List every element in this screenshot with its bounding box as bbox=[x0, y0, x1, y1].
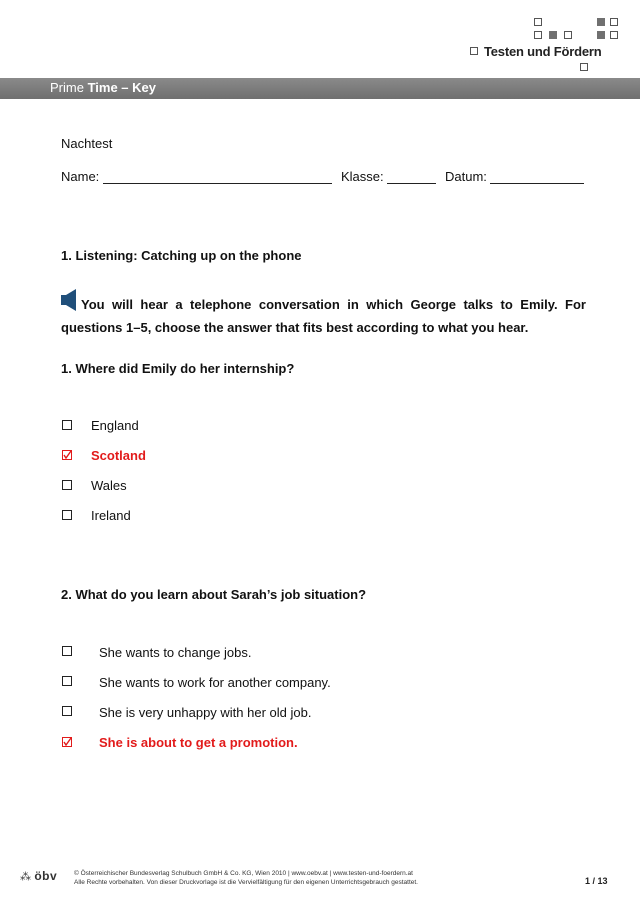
copyright-line-2: Alle Rechte vorbehalten. Von dieser Druckvorlage ist die Vervielfältigung für den eigenen Unterrichtsgebrauch gestattet. bbox=[74, 879, 418, 886]
section-heading: 1. Listening: Catching up on the phone bbox=[61, 248, 302, 263]
checkmark-icon bbox=[62, 737, 72, 747]
name-field[interactable] bbox=[103, 183, 332, 184]
checkmark-icon bbox=[62, 450, 72, 460]
name-label: Name: bbox=[61, 169, 100, 184]
option-label: England bbox=[91, 418, 139, 433]
question-2: 2. What do you learn about Sarah’s job situation? bbox=[61, 587, 367, 602]
instructions: You will hear a telephone conversation in which George talks to Emily. For questions 1–5, choose the answer that fits best according to what you hear. bbox=[61, 297, 586, 335]
option-label-correct: She is about to get a promotion. bbox=[99, 735, 298, 750]
class-label: Klasse: bbox=[341, 169, 384, 184]
option-label: She is very unhappy with her old job. bbox=[99, 705, 312, 720]
header-title: Prime Time – Key bbox=[50, 80, 156, 95]
checkbox[interactable] bbox=[62, 480, 72, 490]
publisher-logo: ⁂ öbv bbox=[20, 869, 58, 883]
date-field[interactable] bbox=[490, 183, 584, 184]
option-label: She wants to work for another company. bbox=[99, 675, 331, 690]
checkbox-checked[interactable] bbox=[62, 450, 72, 460]
copyright-line-1: © Österreichischer Bundesverlag Schulbuch GmbH & Co. KG, Wien 2010 | www.oebv.at | www.testen-und-foerdern.at bbox=[74, 870, 413, 877]
option-label-correct: Scotland bbox=[91, 448, 146, 463]
checkbox-checked[interactable] bbox=[62, 737, 72, 747]
question-1: 1. Where did Emily do her internship? bbox=[61, 361, 295, 376]
checkbox[interactable] bbox=[62, 420, 72, 430]
checkbox[interactable] bbox=[62, 646, 72, 656]
option-label: Wales bbox=[91, 478, 127, 493]
option-label: She wants to change jobs. bbox=[99, 645, 252, 660]
brand-name: Testen und Fördern bbox=[484, 44, 602, 59]
checkbox[interactable] bbox=[62, 510, 72, 520]
checkbox[interactable] bbox=[62, 706, 72, 716]
option-label: Ireland bbox=[91, 508, 131, 523]
test-type-label: Nachtest bbox=[61, 136, 113, 151]
header-band bbox=[0, 78, 640, 99]
class-field[interactable] bbox=[387, 183, 436, 184]
page-number: 1 / 13 bbox=[585, 876, 608, 886]
checkbox[interactable] bbox=[62, 676, 72, 686]
date-label: Datum: bbox=[445, 169, 487, 184]
